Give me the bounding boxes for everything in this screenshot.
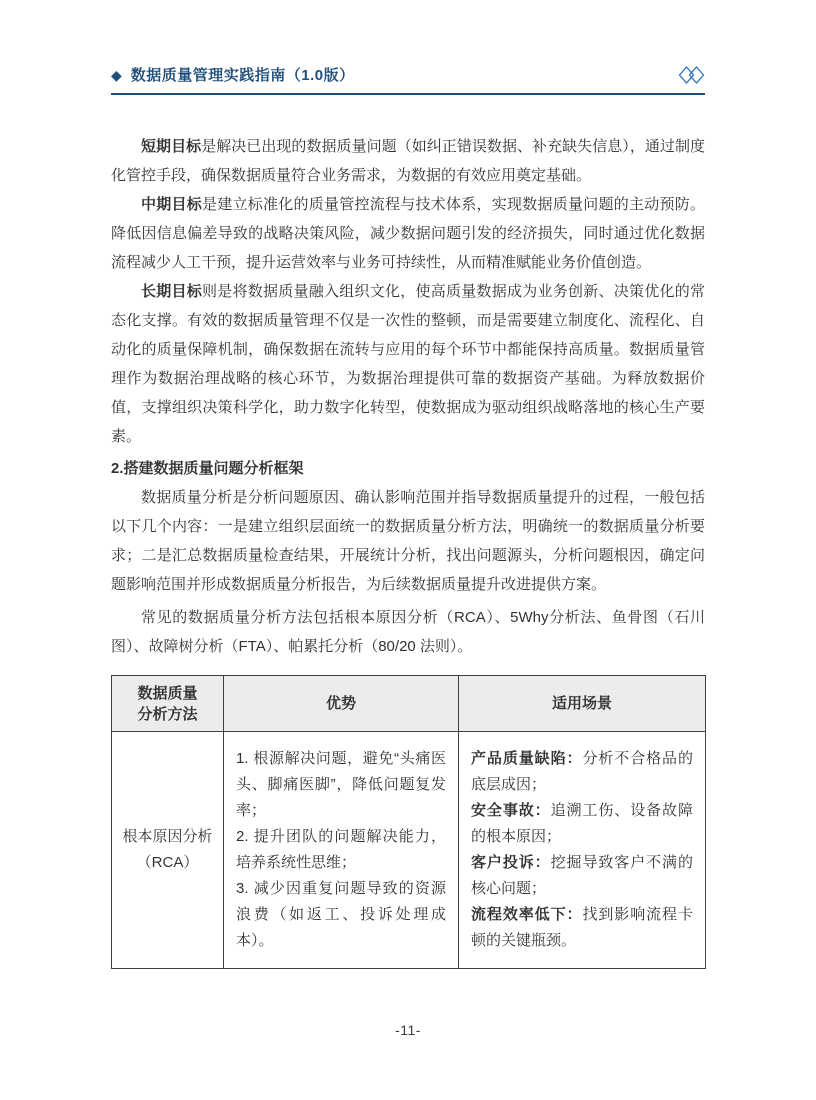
paragraph-text: 是解决已出现的数据质量问题（如纠正错误数据、补充缺失信息），通过制度化管控手段，确保数据质量符合业务需求，为数据的有效应用奠定基础。 xyxy=(111,138,705,184)
method-abbr: （RCA） xyxy=(136,854,199,871)
advantages-cell xyxy=(224,732,459,969)
column-header-method xyxy=(112,676,224,732)
page-content xyxy=(111,132,705,969)
section-heading: 2.搭建数据质量问题分析框架 xyxy=(111,460,304,477)
scenario-item xyxy=(471,746,693,798)
scenario-label: 产品质量缺陷： xyxy=(471,750,583,767)
scenario-item xyxy=(471,902,693,954)
paragraph-lead: 短期目标 xyxy=(141,138,202,155)
paragraph-text: 则是将数据质量融入组织文化，使高质量数据成为业务创新、决策优化的常态化支撑。有效的数据质量管理不仅是一次性的整顿，而是需要建立制度化、流程化、自动化的质量保障机制，确保数据在流转与应用的每个环节中都能保持高质量。数据质量管理作为数据治理战略的核心环节，为数据治理提供可靠的数据资产基础。为释放数据价值，支撑组织决策科学化，助力数字化转型，使数据成为驱动组织战略落地的核心生产要素。 xyxy=(111,283,705,445)
advantage-item: 1. 根源解决问题，避免“头痛医头、脚痛医脚”，降低问题复发率； xyxy=(236,750,446,819)
page-number: -11- xyxy=(395,1022,421,1038)
method-cell xyxy=(112,732,224,969)
advantage-item: 3. 减少因重复问题导致的资源浪费（如返工、投诉处理成本）。 xyxy=(236,880,446,949)
column-header-advantage: 优势 xyxy=(224,676,459,732)
paragraph-methods-list: 常见的数据质量分析方法包括根本原因分析（RCA）、5Why分析法、鱼骨图（石川图）、故障树分析（FTA）、帕累托分析（80/20 法则）。 xyxy=(111,609,705,655)
scenario-desc: 追溯工伤、设备故障的根本原因； xyxy=(471,802,693,845)
table-row xyxy=(112,732,706,969)
scenario-label: 流程效率低下： xyxy=(471,906,583,923)
scenario-desc: 分析不合格品的底层成因； xyxy=(471,750,693,793)
document-title: 数据质量管理实践指南（1.0版） xyxy=(130,67,355,84)
paragraph-long-term xyxy=(111,277,705,451)
scenario-label: 客户投诉： xyxy=(471,854,551,871)
header-line: 分析方法 xyxy=(137,705,198,723)
scenario-item xyxy=(471,798,693,850)
scenario-label: 安全事故： xyxy=(471,802,551,819)
advantage-item: 2. 提升团队的问题解决能力，培养系统性思维； xyxy=(236,828,446,871)
paragraph-mid-term xyxy=(111,190,705,277)
scenario-desc: 找到影响流程卡顿的关键瓶颈。 xyxy=(471,906,693,949)
header-title-group xyxy=(111,64,355,85)
table-header-row xyxy=(112,676,706,732)
page-header xyxy=(111,56,705,95)
paragraph-text: 是建立标准化的质量管控流程与技术体系，实现数据质量问题的主动预防。降低因信息偏差导致的战略决策风险，减少数据问题引发的经济损失，同时通过优化数据流程减少人工干预，提升运营效率与业务可持续性，从而精准赋能业务价值创造。 xyxy=(111,196,705,271)
scenarios-cell xyxy=(459,732,706,969)
scenario-item xyxy=(471,850,693,902)
paragraph-analysis-intro: 数据质量分析是分析问题原因、确认影响范围并指导数据质量提升的过程，一般包括以下几个内容：一是建立组织层面统一的数据质量分析方法，明确统一的数据质量分析要求；二是汇总数据质量检查结果，开展统计分析，找出问题源头，分析问题根因，确定问题影响范围并形成数据质量分析报告，为后续数据质量提升改进提供方案。 xyxy=(111,489,705,593)
analysis-methods-table xyxy=(111,675,706,969)
paragraph-short-term xyxy=(111,132,705,190)
column-header-scenario: 适用场景 xyxy=(459,676,706,732)
paragraph-lead: 中期目标 xyxy=(141,196,202,213)
header-line: 数据质量 xyxy=(137,684,198,702)
scenario-desc: 挖掘导致客户不满的核心问题； xyxy=(471,854,693,897)
diamond-icon: ◆ xyxy=(111,66,122,83)
double-diamond-icon xyxy=(678,65,705,85)
paragraph-lead: 长期目标 xyxy=(141,283,202,300)
method-name: 根本原因分析 xyxy=(122,828,213,845)
